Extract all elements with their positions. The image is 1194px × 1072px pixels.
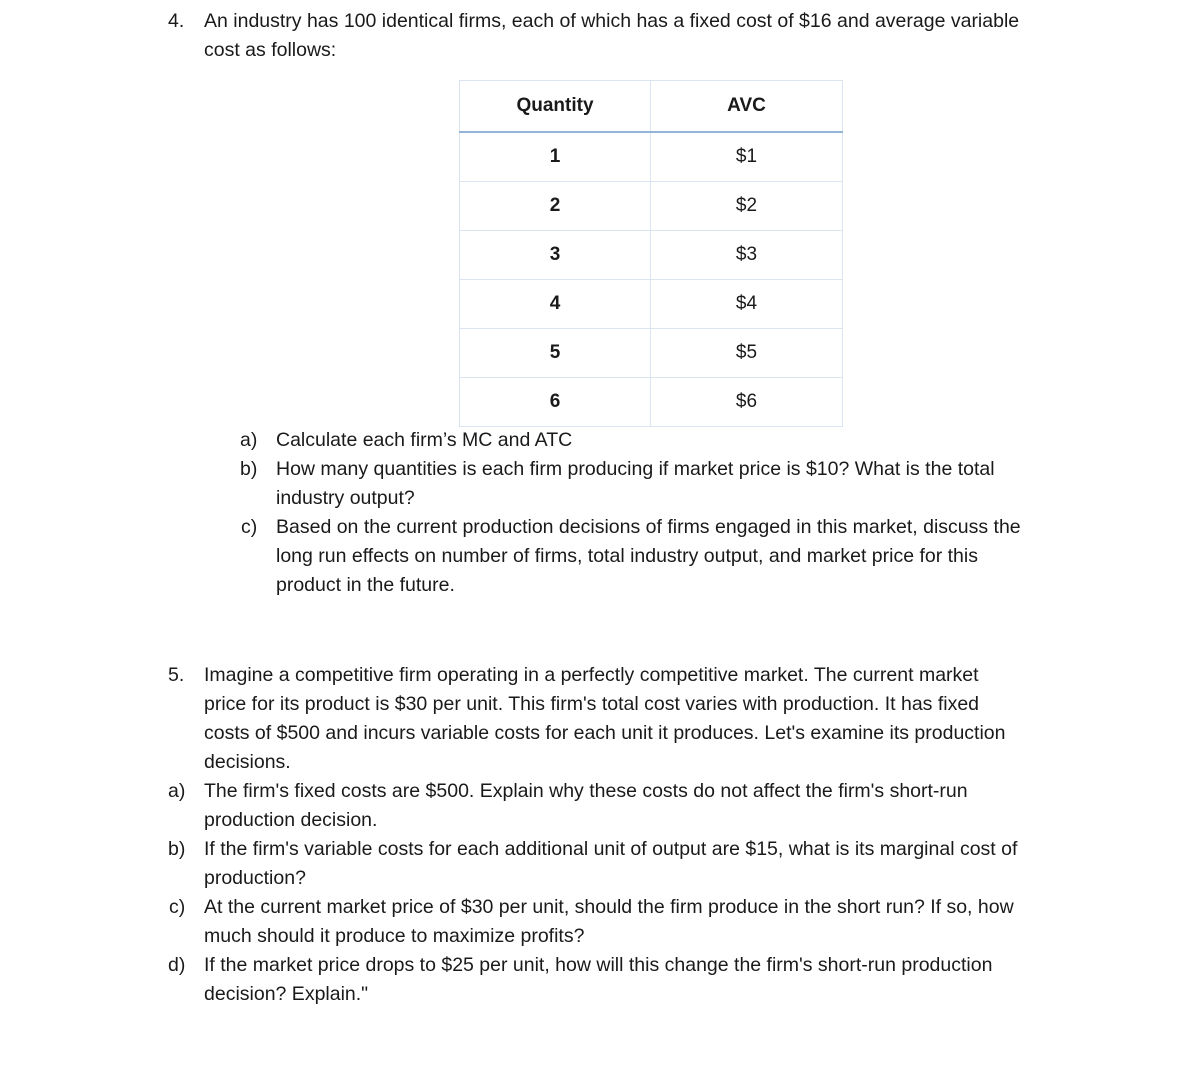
avc-cell: $4	[651, 280, 843, 329]
avc-cell: $5	[651, 329, 843, 378]
column-header-avc: AVC	[651, 81, 843, 133]
q5-item-c-marker: c)	[169, 896, 186, 918]
q5-item-d-marker: d)	[168, 954, 186, 976]
quantity-cell: 6	[460, 378, 651, 427]
q5-item-b-line-2: production?	[204, 867, 306, 889]
question-4-intro-line-2: cost as follows:	[204, 39, 337, 61]
q4-item-c-marker: c)	[241, 516, 258, 538]
q4-item-c-line-2: long run effects on number of firms, total industry output, and market price for this	[276, 545, 978, 567]
avc-cell: $1	[651, 132, 843, 182]
avc-table	[459, 80, 843, 427]
q4-item-b-line-1: How many quantities is each firm producing if market price is $10? What is the total	[276, 458, 995, 480]
avc-cell: $2	[651, 182, 843, 231]
q4-item-c-line-1: Based on the current production decisions of firms engaged in this market, discuss the	[276, 516, 1021, 538]
quantity-cell: 1	[460, 132, 651, 182]
q5-item-a-marker: a)	[168, 780, 186, 802]
q4-item-a-line-1: Calculate each firm’s MC and ATC	[276, 429, 573, 451]
question-5-intro-line-4: decisions.	[204, 751, 291, 773]
column-header-quantity: Quantity	[460, 81, 651, 133]
table-row	[460, 182, 843, 231]
q5-item-d-line-1: If the market price drops to $25 per unit, how will this change the firm's short-run production	[204, 954, 993, 976]
q4-item-b-line-2: industry output?	[276, 487, 415, 509]
quantity-cell: 4	[460, 280, 651, 329]
q5-item-d-line-2: decision? Explain."	[204, 983, 369, 1005]
table-row	[460, 280, 843, 329]
q5-item-b-line-1: If the firm's variable costs for each additional unit of output are $15, what is its marginal cost of	[204, 838, 1018, 860]
quantity-cell: 3	[460, 231, 651, 280]
question-5-number: 5.	[168, 664, 185, 686]
q4-item-c-line-3: product in the future.	[276, 574, 455, 596]
q5-item-a-line-1: The firm's fixed costs are $500. Explain why these costs do not affect the firm's short-run	[204, 780, 968, 802]
question-4-intro-line-1: An industry has 100 identical firms, each of which has a fixed cost of $16 and average variable	[204, 10, 1020, 32]
quantity-cell: 5	[460, 329, 651, 378]
q4-item-b-marker: b)	[240, 458, 258, 480]
q5-item-c-line-1: At the current market price of $30 per unit, should the firm produce in the short run? If so, how	[204, 896, 1014, 918]
q5-item-a-line-2: production decision.	[204, 809, 378, 831]
question-5-intro-line-1: Imagine a competitive firm operating in a perfectly competitive market. The current market	[204, 664, 979, 686]
table-row	[460, 329, 843, 378]
q5-item-b-marker: b)	[168, 838, 186, 860]
table-row	[460, 378, 843, 427]
table-row	[460, 231, 843, 280]
q4-item-a-marker: a)	[240, 429, 258, 451]
q5-item-c-line-2: much should it produce to maximize profits?	[204, 925, 585, 947]
avc-cell: $6	[651, 378, 843, 427]
question-4-number: 4.	[168, 10, 185, 32]
question-5-intro-line-2: price for its product is $30 per unit. This firm's total cost varies with production. It has fixed	[204, 693, 980, 715]
quantity-cell: 2	[460, 182, 651, 231]
avc-cell: $3	[651, 231, 843, 280]
question-5-intro-line-3: costs of $500 and incurs variable costs for each unit it produces. Let's examine its production	[204, 722, 1006, 744]
table-header-row	[460, 81, 843, 133]
table-row	[460, 132, 843, 182]
